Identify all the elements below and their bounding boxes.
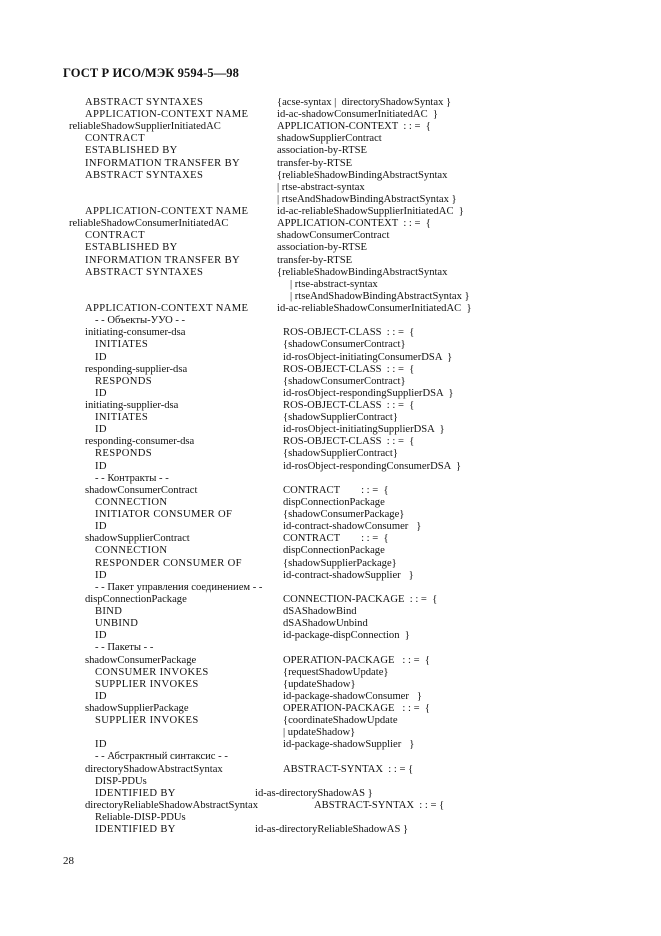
line-label: APPLICATION-CONTEXT NAME [85,109,249,121]
line-value: id-rosObject-initiatingSupplierDSA } [283,424,445,436]
line-label: CONSUMER INVOKES [95,666,209,678]
line-value: ROS-OBJECT-CLASS : : = { [283,363,415,375]
line-label: ESTABLISHED BY [85,145,178,157]
line-value: {coordinateShadowUpdate [283,715,398,727]
line-value: CONNECTION-PACKAGE : : = { [283,593,438,605]
line-label: ABSTRACT SYNTAXES [85,169,204,181]
line-label: dispConnectionPackage [85,593,187,605]
line-value: id-package-shadowConsumer } [283,690,422,702]
line-value: ROS-OBJECT-CLASS : : = { [283,327,415,339]
line-label: shadowSupplierPackage [85,703,189,714]
line-label: shadowConsumerContract [85,484,198,496]
line-label: ID [95,424,107,436]
line-value: {reliableShadowBindingAbstractSyntax [277,169,448,181]
line-value: dSAShadowUnbind [283,618,368,630]
line-label: CONTRACT [85,230,145,242]
line-label: INITIATES [95,339,149,351]
line-value: {acse-syntax | directoryShadowSyntax } [277,97,452,108]
line-value: id-package-dispConnection } [283,630,410,642]
line-label: ID [95,739,107,751]
line-value: id-rosObject-initiatingConsumerDSA } [283,351,453,363]
line-value: {shadowSupplierContract} [283,412,398,424]
line-value: id-rosObject-respondingConsumerDSA } [283,460,462,472]
line-value: | rtseAndShadowBindingAbstractSyntax } [277,193,457,205]
line-label: responding-consumer-dsa [85,436,195,448]
line-label: CONNECTION [95,545,168,557]
line-value: transfer-by-RTSE [277,157,353,169]
line-value: {requestShadowUpdate} [283,666,389,678]
line-label: ABSTRACT SYNTAXES [85,97,204,108]
line-value: {shadowSupplierContract} [283,448,398,460]
line-value: association-by-RTSE [277,242,367,254]
line-value: APPLICATION-CONTEXT : : = { [277,121,431,133]
line-value: dispConnectionPackage [283,496,385,508]
line-value: id-package-shadowSupplier } [283,739,415,751]
line-label: INFORMATION TRANSFER BY [85,157,241,169]
line-label: ID [95,569,107,581]
line-label: ESTABLISHED BY [85,242,178,254]
line-label: ABSTRACT SYNTAXES [85,266,204,278]
line-label: ID [95,460,107,472]
line-value: {reliableShadowBindingAbstractSyntax [277,266,448,278]
line-label: directoryReliableShadowAbstractSyntax [85,799,258,811]
line-label: DISP-PDUs [95,775,147,787]
line-label: CONNECTION [95,496,168,508]
line-label: - - Абстрактный синтаксис - - [95,751,228,763]
line-value: transfer-by-RTSE [277,254,353,266]
line-label: directoryShadowAbstractSyntax [85,763,223,775]
line-value: id-ac-reliableShadowConsumerInitiatedAC } [277,303,472,315]
line-value: ABSTRACT-SYNTAX : : = { [314,799,445,811]
page-number: 28 [63,855,74,867]
line-value: id-rosObject-respondingSupplierDSA } [283,387,454,399]
line-label: shadowSupplierContract [85,533,190,545]
line-label: IDENTIFIED BY [95,787,176,799]
line-label: - - Контракты - - [95,472,169,484]
line-label: - - Объекты-УУО - - [95,315,186,327]
line-label: responding-supplier-dsa [85,363,188,375]
line-value: {updateShadow} [283,678,356,690]
line-value: OPERATION-PACKAGE : : = { [283,703,430,714]
line-label: BIND [95,606,123,618]
line-value: CONTRACT : : = { [283,533,389,545]
line-value: dSAShadowBind [283,606,357,618]
line-label: APPLICATION-CONTEXT NAME [85,303,249,315]
line-label: RESPONDER CONSUMER OF [95,557,242,569]
line-value: {shadowConsumerContract} [283,375,406,387]
line-value: {shadowSupplierPackage} [283,557,397,569]
line-label: ID [95,630,107,642]
line-value: id-contract-shadowSupplier } [283,569,414,581]
line-value: OPERATION-PACKAGE : : = { [283,654,430,666]
line-label: ID [95,387,107,399]
line-value: | rtse-abstract-syntax [277,181,365,193]
line-value: | updateShadow} [283,727,356,739]
line-label: - - Пакеты - - [95,642,154,654]
line-label: initiating-consumer-dsa [85,327,186,339]
line-label: IDENTIFIED BY [95,824,176,836]
line-label: UNBIND [95,618,139,630]
line-label: - - Пакет управления соединением - - [95,581,263,593]
line-value: id-as-directoryReliableShadowAS } [255,824,409,836]
line-value: id-ac-reliableShadowSupplierInitiatedAC } [277,206,464,218]
line-label: ID [95,521,107,533]
line-value: id-contract-shadowConsumer } [283,521,422,533]
line-value: | rtse-abstract-syntax [290,278,378,290]
line-label: Reliable-DISP-PDUs [95,812,186,824]
line-value: id-ac-shadowConsumerInitiatedAC } [277,109,439,121]
line-label: ID [95,351,107,363]
line-value: ROS-OBJECT-CLASS : : = { [283,400,415,411]
line-value: {shadowConsumerContract} [283,339,406,351]
line-label: reliableShadowSupplierInitiatedAC [69,121,221,133]
line-value: id-as-directoryShadowAS } [255,787,373,799]
line-value: | rtseAndShadowBindingAbstractSyntax } [290,290,470,302]
line-label: ID [95,690,107,702]
line-value: association-by-RTSE [277,145,367,157]
line-label: shadowConsumerPackage [85,654,197,666]
line-value: APPLICATION-CONTEXT : : = { [277,218,431,230]
line-value: shadowSupplierContract [277,133,382,145]
document-header: ГОСТ Р ИСО/МЭК 9594-5—98 [63,66,239,80]
line-label: initiating-supplier-dsa [85,400,179,411]
line-value: {shadowConsumerPackage} [283,509,405,521]
line-value: shadowConsumerContract [277,230,390,242]
line-label: RESPONDS [95,375,152,387]
line-label: INITIATES [95,412,149,424]
line-label: CONTRACT [85,133,145,145]
line-value: ABSTRACT-SYNTAX : : = { [283,763,414,775]
line-label: reliableShadowConsumerInitiatedAC [69,218,229,230]
line-label: SUPPLIER INVOKES [95,678,199,690]
line-value: dispConnectionPackage [283,545,385,557]
line-label: INFORMATION TRANSFER BY [85,254,241,266]
line-label: APPLICATION-CONTEXT NAME [85,206,249,218]
line-value: ROS-OBJECT-CLASS : : = { [283,436,415,448]
line-label: RESPONDS [95,448,152,460]
line-label: SUPPLIER INVOKES [95,715,199,727]
line-value: CONTRACT : : = { [283,484,389,496]
line-label: INITIATOR CONSUMER OF [95,509,233,521]
